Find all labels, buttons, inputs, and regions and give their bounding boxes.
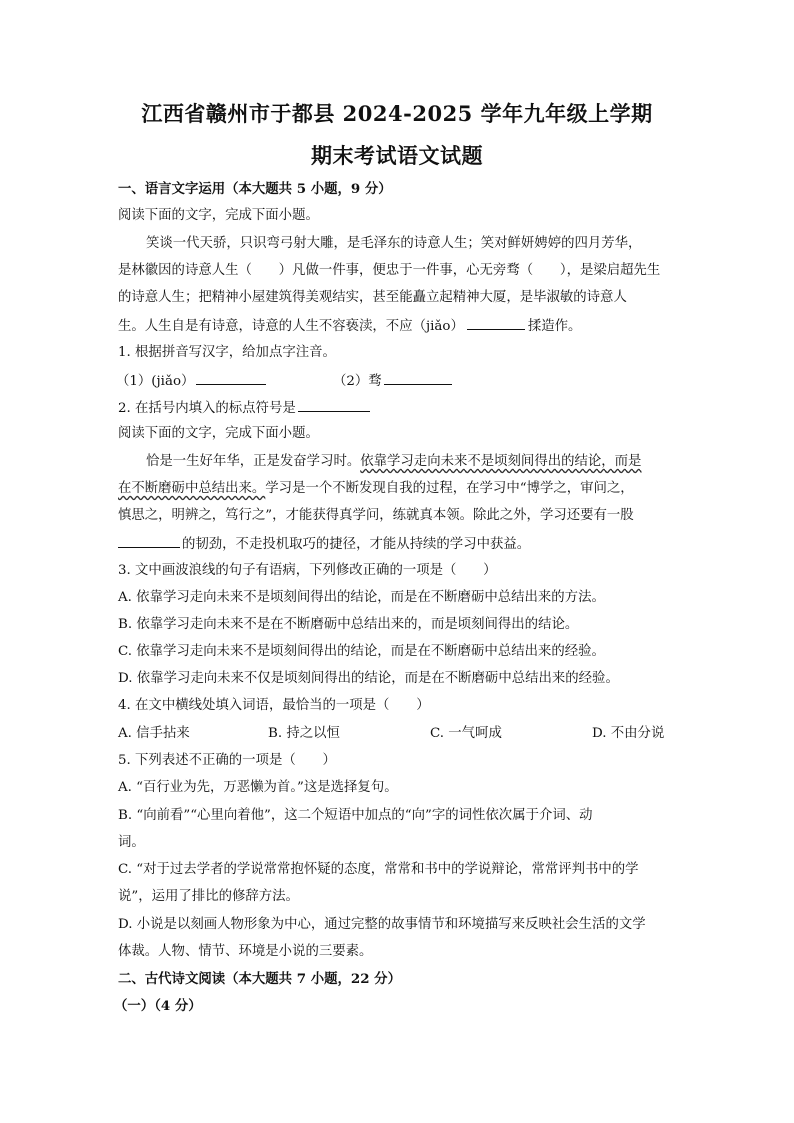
passage-1-line-4-end: 揉造作。 (527, 319, 582, 334)
question-3-option-d: D. 依靠学习走向未来不仅是顷刻间得出的结论，而是在不断磨砺中总结出来的经验。 (118, 671, 619, 686)
passage-2-line-4 (118, 534, 530, 554)
passage-2-line-3: 慎思之，明辨之，笃行之”，才能获得真学问，练就真本领。除此之外，学习还要有一股 (118, 508, 634, 523)
passage-2-line-4-text: 的韧劲，不走投机取巧的捷径，才能从持续的学习中获益。 (182, 537, 531, 552)
passage-1-line-1: 笑谈一代天骄，只识弯弓射大雕，是毛泽东的诗意人生；笑对鲜妍娉婷的四月芳华， (146, 236, 642, 251)
question-5-option-c-line-2: 说”，运用了排比的修辞方法。 (118, 889, 299, 904)
question-5-option-d-line-2: 体裁。人物、情节、环境是小说的三要素。 (118, 944, 373, 959)
question-3-option-b: B. 依靠学习走向未来不是在不断磨砺中总结出来的，而是顷刻间得出的结论。 (118, 617, 579, 632)
question-4-option-a: A. 信手拈来 (118, 726, 190, 741)
question-2 (118, 398, 370, 418)
answer-blank[interactable] (118, 534, 180, 548)
question-5-option-b-line-2: 词。 (118, 835, 145, 850)
question-1-part-2 (333, 371, 452, 391)
question-5: 5. 下列表述不正确的一项是（ ） (118, 753, 336, 768)
answer-blank[interactable] (467, 316, 525, 330)
passage-1-line-3: 的诗意人生；把精神小屋建筑得美观结实，甚至能矗立起精神大厦，是毕淑敏的诗意人 (118, 290, 627, 305)
question-4-option-c: C. 一气呵成 (430, 726, 502, 741)
question-1: 1. 根据拼音写汉字，给加点字注音。 (118, 345, 336, 360)
question-5-option-c-line-1: C. “对于过去学者的学说常常抱怀疑的态度，常常和书中的学说辩论，常常评判书中的学 (118, 862, 639, 877)
passage-1-line-4-text: 生。人生自是有诗意，诗意的人生不容亵渎，不应（jiǎo） (118, 319, 464, 334)
subsection-1-heading: （一）（4 分） (114, 998, 202, 1014)
passage-2-line-1-text: 恰是一生好年华，正是发奋学习时。 (146, 454, 361, 469)
wavy-underlined-sentence: 依靠学习走向未来不是顷刻间得出的结论，而是 (360, 454, 642, 469)
passage-2-line-2-text: 学习是一个不断发现自我的过程，在学习中“博学之，审问之， (265, 481, 634, 496)
answer-blank[interactable] (196, 371, 266, 385)
passage-2-line-1 (146, 453, 641, 471)
passage-2-line-2 (118, 480, 634, 498)
section-1-heading: 一、语言文字运用（本大题共 5 小题，9 分） (118, 181, 392, 197)
question-2-text: 2. 在括号内填入的标点符号是 (118, 401, 296, 416)
question-1-part-2-label: （2）骛 (333, 374, 382, 389)
answer-blank[interactable] (298, 398, 370, 412)
title-line-1: 江西省赣州市于都县 2024-2025 学年九年级上学期 (141, 101, 653, 126)
question-4-option-b: B. 持之以恒 (268, 726, 340, 741)
question-3-option-c: C. 依靠学习走向未来不是顷刻间得出的结论，而是在不断磨砺中总结出来的经验。 (118, 644, 605, 659)
question-5-option-d-line-1: D. 小说是以刻画人物形象为中心，通过完整的故事情节和环境描写来反映社会生活的文学 (118, 917, 646, 932)
question-1-part-1 (116, 371, 266, 391)
title-line-2: 期末考试语文试题 (311, 143, 483, 168)
question-3-option-a: A. 依靠学习走向未来不是顷刻间得出的结论，而是在不断磨砺中总结出来的方法。 (118, 590, 605, 605)
wavy-underlined-sentence-end: 在不断磨砺中总结出来。 (118, 481, 266, 496)
question-3: 3. 文中画波浪线的句子有语病，下列修改正确的一项是（ ） (118, 563, 497, 578)
question-5-option-b-line-1: B. “向前看”“心里向着他”，这二个短语中加点的“向”字的词性依次属于介词、动 (118, 808, 593, 823)
reading-prompt-1: 阅读下面的文字，完成下面小题。 (118, 208, 319, 223)
question-4-option-d: D. 不由分说 (592, 726, 665, 741)
answer-blank[interactable] (384, 371, 452, 385)
question-5-option-a: A. “百行业为先，万恶懒为首。”这是选择复句。 (118, 780, 398, 795)
question-4: 4. 在文中横线处填入词语，最恰当的一项是（ ） (118, 698, 430, 713)
passage-1-line-4 (118, 316, 581, 336)
section-2-heading: 二、古代诗文阅读（本大题共 7 小题，22 分） (118, 971, 401, 987)
question-1-part-1-label: （1）(jiǎo） (116, 374, 195, 389)
reading-prompt-2: 阅读下面的文字，完成下面小题。 (118, 426, 319, 441)
passage-1-line-2: 是林徽因的诗意人生（ ）凡做一件事，便忠于一件事，心无旁骛（ ），是梁启超先生 (118, 263, 661, 278)
